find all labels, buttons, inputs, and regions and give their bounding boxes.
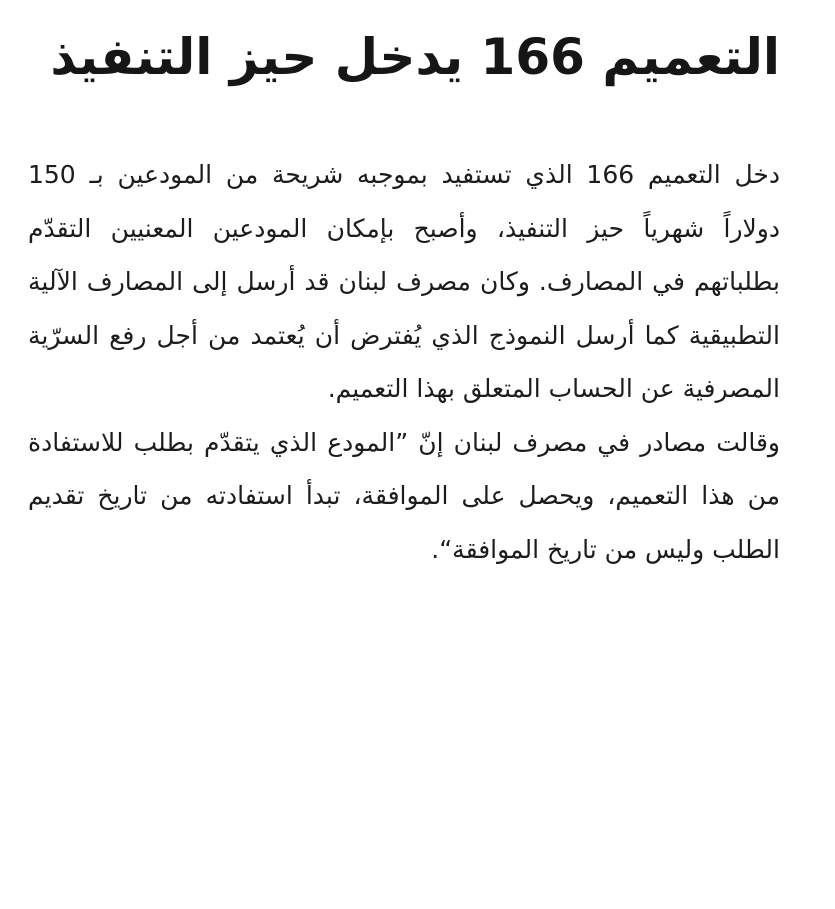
news-article <box>28 18 780 576</box>
article-paragraph-1: دخل التعميم 166 الذي تستفيد بموجبه شريحة من المودعين بـ 150 دولاراً شهرياً حيز التنفيذ، وأصبح بإمكان المودعين المعنيين التقدّم بطلباتهم في المصارف. وكان مصرف لبنان قد أرسل إلى المصارف الآلية التطبيقية كما أرسل النموذج الذي يُفترض أن يُعتمد من أجل رفع السرّية المصرفية عن الحساب المتعلق بهذا التعميم. <box>28 160 780 403</box>
article-headline: التعميم 166 يدخل حيز التنفيذ <box>50 28 780 86</box>
article-paragraph-2: وقالت مصادر في مصرف لبنان إنّ ”المودع الذي يتقدّم بطلب للاستفادة من هذا التعميم، ويحصل على الموافقة، تبدأ استفادته من تاريخ تقديم الطلب وليس من تاريخ الموافقة“. <box>28 427 780 564</box>
article-body <box>28 148 780 576</box>
